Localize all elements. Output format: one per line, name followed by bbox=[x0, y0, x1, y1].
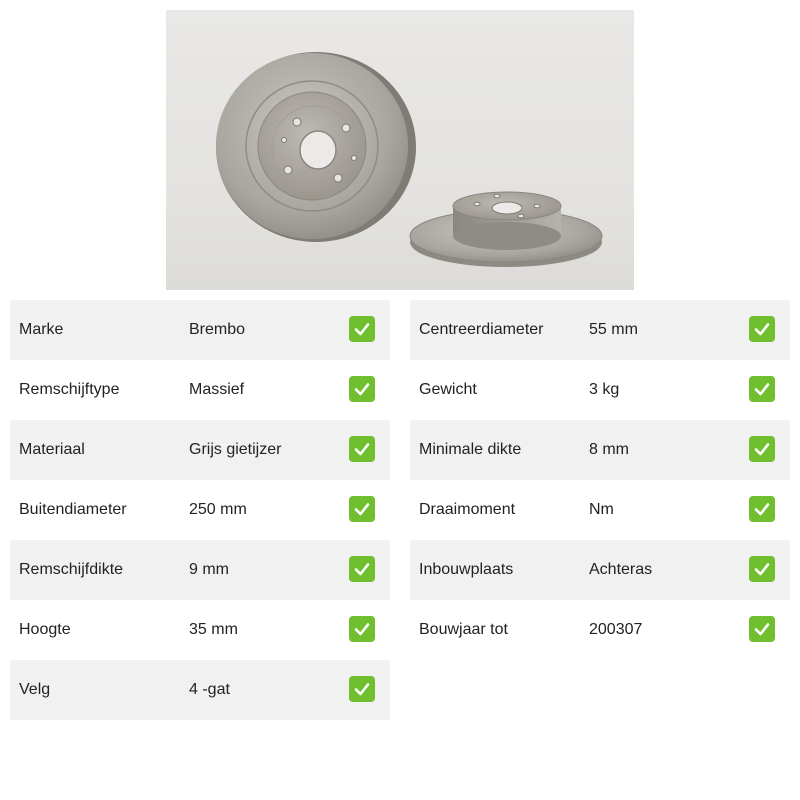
check-icon bbox=[749, 436, 775, 462]
spec-value: Grijs gietijzer bbox=[189, 441, 282, 458]
spec-label: Gewicht bbox=[419, 381, 477, 398]
check-icon bbox=[349, 376, 375, 402]
spec-table-left bbox=[10, 300, 390, 720]
spec-label: Buitendiameter bbox=[19, 501, 127, 518]
spec-label: Bouwjaar tot bbox=[419, 621, 508, 638]
spec-label: Materiaal bbox=[19, 441, 85, 458]
spec-row bbox=[10, 420, 390, 480]
spec-label: Remschijftype bbox=[19, 381, 120, 398]
spec-row bbox=[10, 660, 390, 720]
spec-value: Achteras bbox=[589, 561, 653, 578]
check-icon bbox=[749, 556, 775, 582]
check-icon bbox=[749, 376, 775, 402]
spec-value: 200307 bbox=[589, 621, 643, 638]
spec-label: Inbouwplaats bbox=[419, 561, 514, 578]
spec-value: 250 mm bbox=[189, 501, 247, 518]
spec-label: Minimale dikte bbox=[419, 441, 522, 458]
spec-value: 3 kg bbox=[589, 381, 620, 398]
spec-value: 9 mm bbox=[189, 561, 229, 578]
spec-label: Centreerdiameter bbox=[419, 321, 544, 338]
spec-row bbox=[10, 300, 390, 360]
spec-label: Hoogte bbox=[19, 621, 71, 638]
spec-label: Remschijfdikte bbox=[19, 561, 124, 578]
check-icon bbox=[349, 496, 375, 522]
spec-value: 4 -gat bbox=[189, 681, 230, 698]
spec-value: 35 mm bbox=[189, 621, 238, 638]
spec-row bbox=[10, 360, 390, 420]
check-icon bbox=[749, 616, 775, 642]
spec-value: Brembo bbox=[189, 321, 246, 338]
product-image bbox=[166, 10, 634, 290]
check-icon bbox=[349, 436, 375, 462]
spec-row bbox=[10, 540, 390, 600]
spec-label: Velg bbox=[19, 681, 51, 698]
check-icon bbox=[349, 616, 375, 642]
spec-label: Marke bbox=[19, 321, 64, 338]
spec-row bbox=[410, 300, 790, 360]
spec-table-right bbox=[410, 300, 790, 660]
spec-value: Massief bbox=[189, 381, 245, 398]
spec-row bbox=[410, 540, 790, 600]
spec-value: Nm bbox=[589, 501, 614, 518]
check-icon bbox=[749, 316, 775, 342]
spec-value: 8 mm bbox=[589, 441, 629, 458]
spec-value: 55 mm bbox=[589, 321, 638, 338]
check-icon bbox=[349, 556, 375, 582]
spec-row bbox=[10, 600, 390, 660]
spec-label: Draaimoment bbox=[419, 501, 516, 518]
spec-row bbox=[410, 360, 790, 420]
spec-row bbox=[10, 480, 390, 540]
check-icon bbox=[349, 676, 375, 702]
spec-row bbox=[410, 480, 790, 540]
brake-disc-icon bbox=[166, 10, 634, 290]
spec-row bbox=[410, 420, 790, 480]
spec-row bbox=[410, 600, 790, 660]
check-icon bbox=[749, 496, 775, 522]
check-icon bbox=[349, 316, 375, 342]
